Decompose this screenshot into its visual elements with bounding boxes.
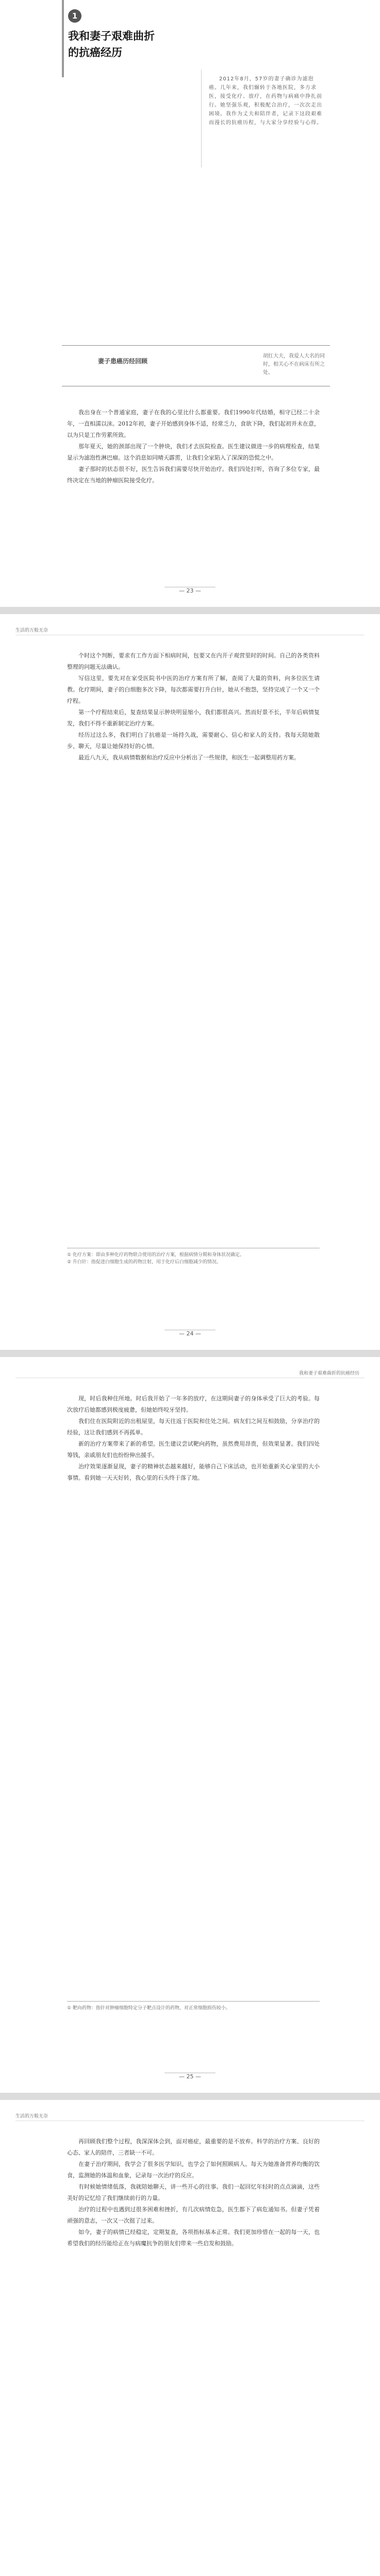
page-3 (0, 1357, 380, 2093)
paragraph: 妻子那时的状态很不好，医生告诉我们需要尽快开始治疗。我们四处打听，咨询了多位专家，最终决定在当地的肿瘤医院接受化疗。 (67, 466, 320, 484)
paragraph: 我们住在医院附近的出租屋里，每天往返于医院和住处之间。病友们之间互相鼓励，分享治疗的经验，这让我们感到不再孤单。 (67, 1418, 320, 1436)
paragraph: 再回顾我们整个过程，我深深体会到，面对癌症，最重要的是不放弃。科学的治疗方案、良好的心态、家人的陪伴，三者缺一不可。 (67, 2138, 320, 2156)
chapter-title: 我和妻子艰难曲折的抗癌经历 (68, 30, 155, 59)
page-number: — 25 — (0, 2073, 380, 2080)
page-number: — 24 — (0, 1330, 380, 1337)
chapter-title-bar (62, 0, 64, 77)
paragraph: 如今，妻子的病情已经稳定，定期复查，各项指标基本正常。我们更加珍惜在一起的每一天，也希望我们的经历能给正在与病魔抗争的朋友们带来一些启发和鼓励。 (67, 2229, 320, 2247)
running-head: 生活的万般无奈 (15, 628, 48, 633)
paragraph: 在妻子治疗期间，我学会了很多医学知识，也学会了如何照顾病人。每天为她准备营养均衡的饮食，监测她的体温和血象，记录每一次治疗的反应。 (67, 2161, 320, 2179)
footnote: ① 靶向药物：指针对肿瘤细胞特定分子靶点设计的药物，对正常细胞损伤较小。 (67, 2006, 230, 2011)
paragraph: 新的治疗方案带来了新的希望。医生建议尝试靶向药物，虽然费用昂贵，但效果显著。我们四处筹钱，亲戚朋友们也纷纷伸出援手。 (67, 1440, 320, 1459)
page-body (67, 407, 320, 486)
banner-title: 妻子患癌历经回顾 (98, 358, 148, 365)
running-head: 生活的万般无奈 (15, 2114, 48, 2119)
page-1 (0, 0, 380, 607)
chapter-number: 1 (68, 9, 81, 23)
page-body (67, 1393, 320, 1484)
page-4 (0, 2100, 380, 2576)
banner-signature: 胡红大夫，我爱人大名的同时，相关心不在病床有所之处。 (263, 353, 325, 376)
paragraph: 第一个疗程结束后，复查结果显示肿块明显缩小，我们都很高兴。然而好景不长，半年后病情复发，我们不得不重新制定治疗方案。 (67, 709, 320, 727)
running-head: 我和妻子艰难曲折的抗癌经历 (299, 1371, 359, 1376)
paragraph: 写信这里，要先对在家受医院书中医的治疗方案有所了解，查阅了大量的资料，向多位医生请教。化疗期间，妻子的白细胞多次下降，每次都需要打升白针，她从不抱怨，坚持完成了一个又一个疗程。 (67, 675, 320, 704)
page-number: — 23 — (0, 587, 380, 594)
footnotes (67, 2001, 320, 2012)
footnote: ② 升白针：指促进白细胞生成的药物注射，用于化疗后白细胞减少的情况。 (67, 1260, 221, 1265)
page-body (67, 650, 320, 764)
paragraph: 有时候她情绪低落，我就陪她聊天，讲一些开心的往事。我们一起回忆年轻时的点点滴滴，这些美好的记忆给了我们继续前行的力量。 (67, 2183, 320, 2201)
paragraph: 经历过这么多，我们明白了抗癌是一场持久战，需要耐心、信心和家人的支持。我每天陪她散步、聊天，尽量让她保持好的心情。 (67, 732, 320, 750)
page-body (67, 2136, 320, 2249)
footnotes (67, 1248, 320, 1266)
paragraph: 现，时后我种住所地。时后我开始了一年多的放疗，在这期间妻子的身体承受了巨大的考验。每次放疗后她都感到极度疲惫，但她始终咬牙坚持。 (67, 1395, 320, 1413)
paragraph: 治疗效果逐渐显现，妻子的精神状态越来越好，能够自己下床活动，也开始重新关心家里的大小事情。看到她一天天好转，我心里的石头终于落了地。 (67, 1463, 320, 1481)
paragraph: 那年夏天，她的颈部出现了一个肿块，我们才去医院检查。医生建议做进一步的病理检查，结果显示为滤泡性淋巴瘤。这个消息如同晴天霹雳，让我们全家陷入了深深的恐慌之中。 (67, 443, 320, 461)
paragraph: 我出身在一个普通家庭，妻子在我的心里比什么都重要。我们1990年代结婚，相守已经二十余年，一直相濡以沫。2012年初，妻子开始感到身体不适，经常乏力，食欲下降，我们起初并未在意，以为只是工作劳累所致。 (67, 409, 320, 438)
chapter-intro: 2012年8月，57岁的妻子确诊为滤泡癌。几年来，我们辗转于各地医院，多方求医，接受化疗、放疗，在药物与病痛中挣扎前行。她坚强乐观，积极配合治疗，一次次走出困境。我作为丈夫和陪伴者，记录下这段艰难而漫长的抗癌历程，与大家分享经验与心得。 (209, 76, 322, 126)
banner-top-rule (62, 345, 330, 346)
page-2 (0, 614, 380, 1350)
paragraph: 最近八九天，我从病情数据和治疗反应中分析出了一些规律，和医生一起调整用药方案。 (78, 754, 300, 761)
paragraph: 个时这个判断，要求有工作方面下相病时间，包要又在内开子观营里时的时间。自己的各类资料整理的问题无法确认。 (67, 652, 320, 670)
paragraph: 治疗的过程中也遇到过很多困难和挫折，有几次病情危急，医生都下了病危通知书。但妻子凭着顽强的意志，一次又一次挺了过来。 (67, 2206, 320, 2224)
section-banner (62, 345, 330, 386)
footnote: ① 化疗方案：即由多种化疗药物联合使用的治疗方案，根据病情分期和身体状况确定。 (67, 1252, 244, 1258)
